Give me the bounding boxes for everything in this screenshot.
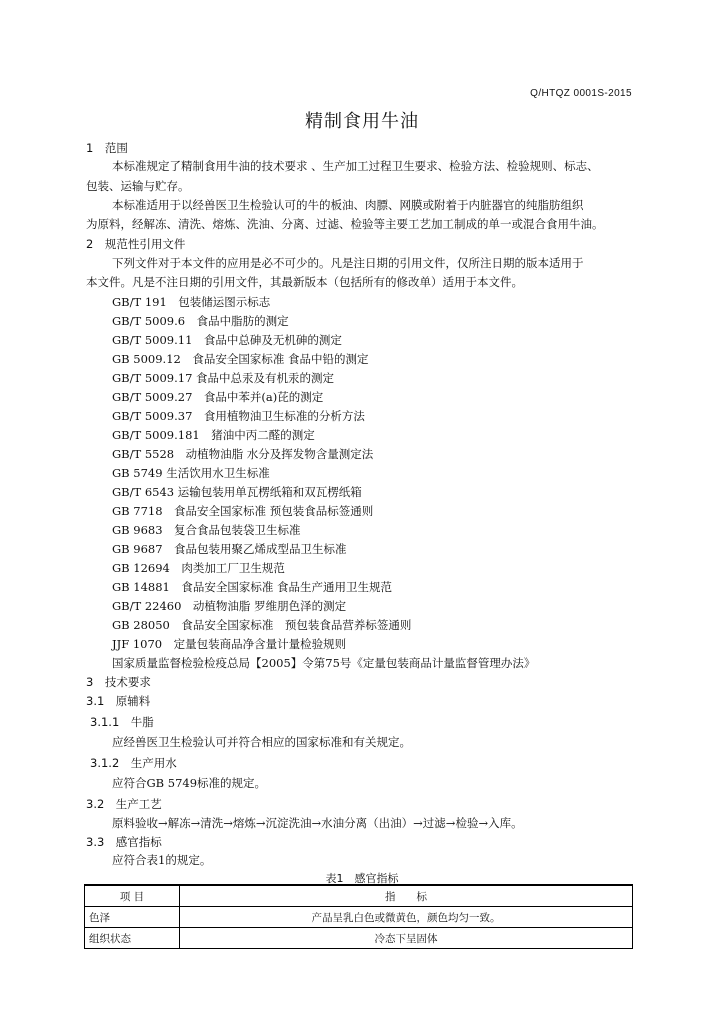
- table-row: [85, 907, 633, 928]
- section-1-para-1b: 包装、运输与贮存。: [86, 179, 190, 193]
- reference-item: GB/T 5009.17 食品中总汞及有机汞的测定: [112, 371, 335, 385]
- reference-item: GB 12694 肉类加工厂卫生规范: [112, 561, 285, 575]
- table-header-row: [85, 886, 633, 907]
- reference-item: GB/T 5009.37 食用植物油卫生标准的分析方法: [112, 409, 365, 423]
- section-3-1-2-heading: 3.1.2 生产用水: [90, 756, 177, 770]
- section-3-3-heading: 3.3 感官指标: [86, 835, 162, 849]
- reference-item: GB 9687 食品包装用聚乙烯成型品卫生标准: [112, 542, 347, 556]
- section-3-1-1-text: 应经兽医卫生检验认可并符合相应的国家标准和有关规定。: [112, 735, 411, 749]
- reference-item: GB 14881 食品安全国家标准 食品生产通用卫生规范: [112, 580, 393, 594]
- reference-item: GB/T 22460 动植物油脂 罗维朋色泽的测定: [112, 599, 347, 613]
- table-header-item: 项 目: [85, 886, 180, 907]
- reference-item: GB/T 6543 运输包装用单瓦楞纸箱和双瓦楞纸箱: [112, 485, 362, 499]
- standard-number: Q/HTQZ 0001S-2015: [530, 88, 632, 99]
- table-cell-item: 组织状态: [85, 928, 180, 949]
- section-2-para-1a: 下列文件对于本文件的应用是必不可少的。凡是注日期的引用文件，仅所注日期的版本适用于: [112, 256, 584, 270]
- reference-item: GB/T 5009.181 猪油中丙二醛的测定: [112, 428, 315, 442]
- sensory-indicators-table: [84, 885, 633, 949]
- table-row: [85, 928, 633, 949]
- table-cell-indicator: 产品呈乳白色或微黄色，颜色均匀一致。: [180, 907, 633, 928]
- reference-item: GB/T 5528 动植物油脂 水分及挥发物含量测定法: [112, 447, 374, 461]
- reference-item: GB/T 191 包装储运图示标志: [112, 295, 271, 309]
- section-1-para-1a: 本标准规定了精制食用牛油的技术要求 、生产加工过程卫生要求、检验方法、检验规则、标志、: [112, 159, 599, 173]
- section-3-2-heading: 3.2 生产工艺: [86, 797, 162, 811]
- reference-item: GB 7718 食品安全国家标准 预包装食品标签通则: [112, 504, 374, 518]
- section-3-2-text: 原料验收→解冻→清洗→熔炼→沉淀洗油→水油分离（出油）→过滤→检验→入库。: [112, 816, 523, 830]
- section-1-para-2a: 本标准适用于以经兽医卫生检验认可的牛的板油、肉膘、网膜或附着于内脏器官的纯脂肪组织: [112, 198, 584, 212]
- reference-item: JJF 1070 定量包装商品净含量计量检验规则: [112, 637, 347, 651]
- table-cell-indicator: 冷态下呈固体: [180, 928, 633, 949]
- section-2-para-1b: 本文件。凡是不注日期的引用文件，其最新版本（包括所有的修改单）适用于本文件。: [86, 275, 523, 289]
- reference-item: GB 5009.12 食品安全国家标准 食品中铅的测定: [112, 352, 369, 366]
- reference-item: GB 5749 生活饮用水卫生标准: [112, 466, 270, 480]
- section-1-heading: 1 范围: [86, 141, 128, 155]
- section-3-1-heading: 3.1 原辅料: [86, 694, 151, 708]
- reference-item: GB 9683 复合食品包装袋卫生标准: [112, 523, 301, 537]
- reference-item: GB/T 5009.11 食品中总砷及无机砷的测定: [112, 333, 342, 347]
- reference-item: GB/T 5009.27 食品中苯并(a)芘的测定: [112, 390, 324, 404]
- section-3-1-2-text: 应符合GB 5749标准的规定。: [112, 776, 267, 790]
- table-header-indicator: 指 标: [180, 886, 633, 907]
- section-3-heading: 3 技术要求: [86, 675, 151, 689]
- section-3-3-text: 应符合表1的规定。: [112, 853, 212, 867]
- reference-item: GB/T 5009.6 食品中脂肪的测定: [112, 314, 289, 328]
- section-3-1-1-heading: 3.1.1 牛脂: [90, 715, 154, 729]
- reference-item: 国家质量监督检验检疫总局【2005】令第75号《定量包装商品计量监督管理办法》: [112, 656, 536, 670]
- reference-item: GB 28050 食品安全国家标准 预包装食品营养标签通则: [112, 618, 412, 632]
- document-title: 精制食用牛油: [305, 111, 419, 132]
- table-cell-item: 色泽: [85, 907, 180, 928]
- table-1-caption: 表1 感官指标: [325, 872, 399, 885]
- section-2-heading: 2 规范性引用文件: [86, 237, 186, 251]
- section-1-para-2b: 为原料，经解冻、清洗、熔炼、洗油、分离、过滤、检验等主要工艺加工制成的单一或混合食用牛油。: [86, 217, 604, 231]
